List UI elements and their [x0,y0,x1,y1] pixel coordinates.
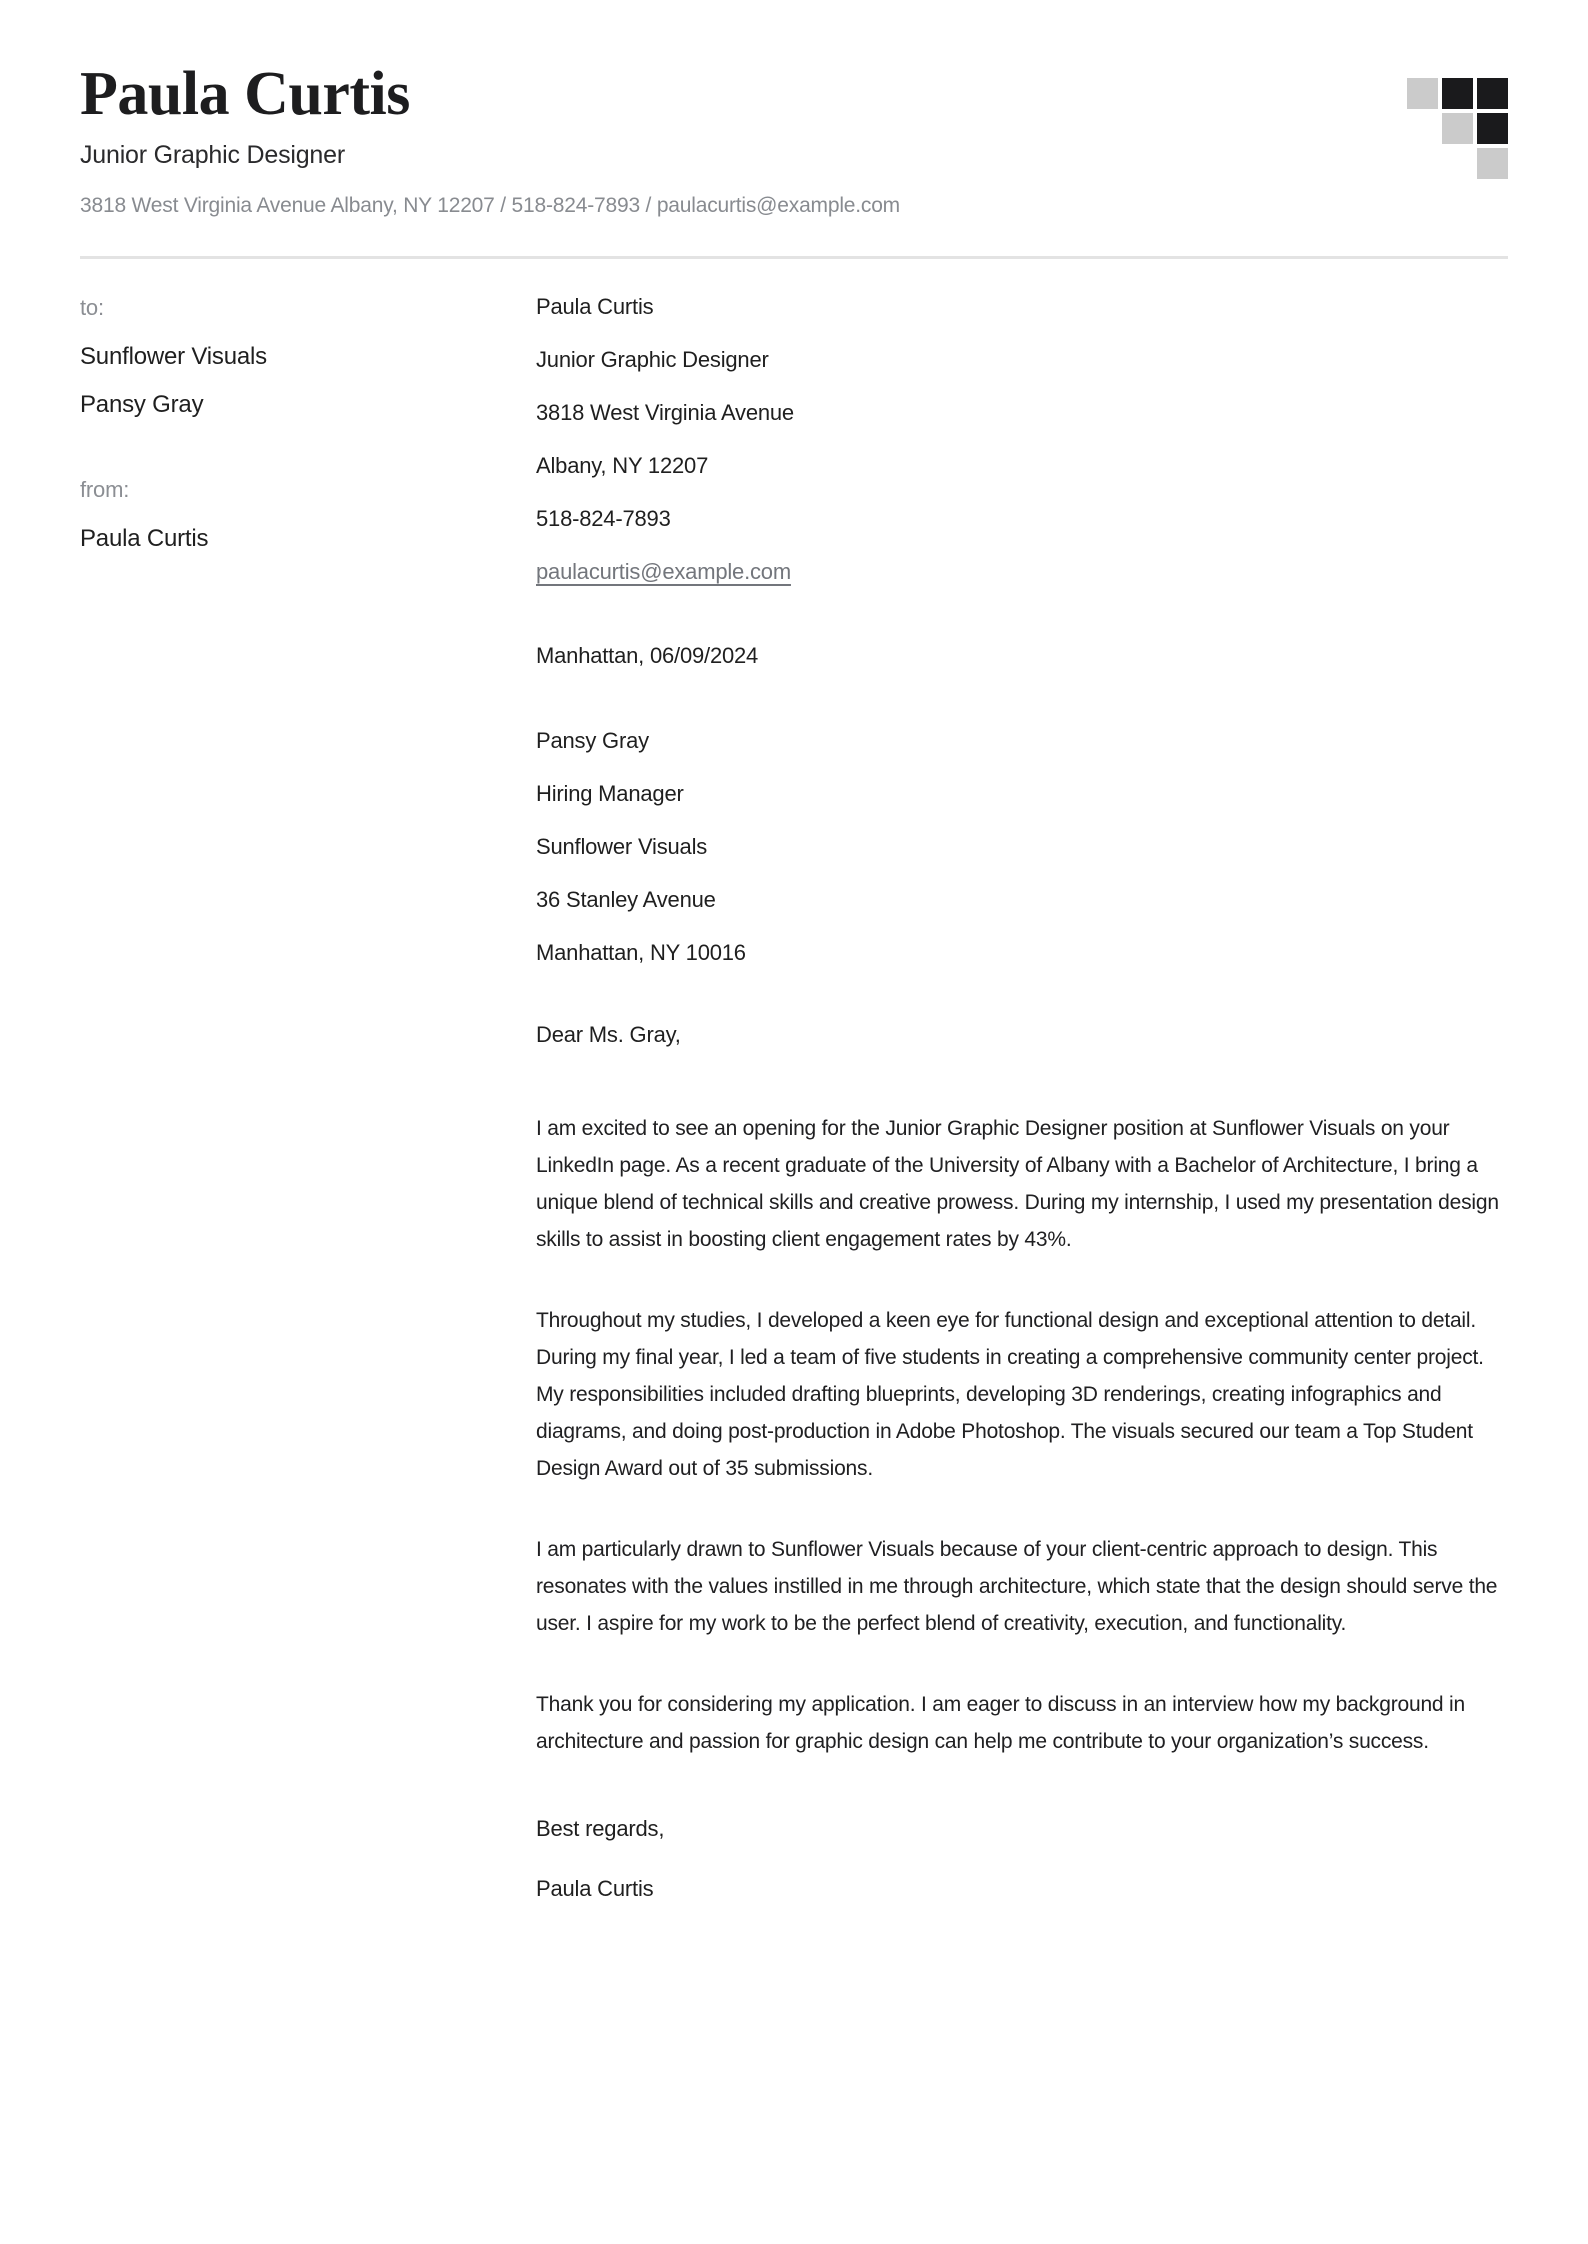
candidate-contact-line: 3818 West Virginia Avenue Albany, NY 12207 / 518-824-7893 / paulacurtis@example.com [80,194,900,218]
header-divider [80,256,1508,259]
closing: Best regards, [536,1816,665,1842]
sender-phone: 518-824-7893 [536,506,671,532]
recipient-city: Manhattan, NY 10016 [536,940,746,966]
squares-logo [1407,78,1508,179]
logo-square-dark [1442,78,1473,109]
letter-body [536,295,1508,1902]
to-company: Sunflower Visuals [80,343,267,371]
to-label: to: [80,295,104,321]
from-person: Paula Curtis [80,525,209,553]
logo-square-dark [1477,78,1508,109]
logo-square-none [1407,113,1438,144]
from-label: from: [80,477,130,503]
paragraph-1: I am excited to see an opening for the Junior Graphic Designer position at Sunflower Visuals on your LinkedIn page. As a recent graduate of the University of Albany with a Bachelor of Architecture, I bring a unique blend of technical skills and creative prowess. During my internship, I used my presentation design skills to assist in boosting client engagement rates by 43%. [536,1117,1499,1252]
paragraph-4: Thank you for considering my application. I am eager to discuss in an interview how my background in architecture and passion for graphic design can help me contribute to your organization’s success. [536,1693,1465,1754]
letter-content [0,295,1588,1902]
sender-name: Paula Curtis [536,294,654,320]
sender-city: Albany, NY 12207 [536,453,709,479]
candidate-name: Paula Curtis [80,60,410,128]
sender-street: 3818 West Virginia Avenue [536,400,794,426]
signature: Paula Curtis [536,1876,654,1902]
paragraph-2: Throughout my studies, I developed a keen eye for functional design and exceptional attention to detail. During my final year, I led a team of five students in creating a comprehensive community center project. My responsibilities included drafting blueprints, developing 3D renderings, creating infographics and diagrams, and doing post-production in Adobe Photoshop. The visuals secured our team a Top Student Design Award out of 35 submissions. [536,1309,1484,1481]
logo-square-none [1442,148,1473,179]
salutation: Dear Ms. Gray, [536,1022,681,1048]
recipient-name: Pansy Gray [536,728,649,754]
logo-square-light [1442,113,1473,144]
header-identity [80,60,1407,218]
logo-square-light [1407,78,1438,109]
recipient-company: Sunflower Visuals [536,834,708,860]
date-line: Manhattan, 06/09/2024 [536,643,759,669]
paragraph-3: I am particularly drawn to Sunflower Visuals because of your client-centric approach to design. This resonates with the values instilled in me through architecture, which state that the design should serve the user. I aspire for my work to be the perfect blend of creativity, execution, and functionality. [536,1538,1498,1636]
sender-email-link[interactable]: paulacurtis@example.com [536,559,791,585]
logo-square-light [1477,148,1508,179]
recipient-street: 36 Stanley Avenue [536,887,716,913]
address-sidebar [80,295,536,573]
logo-square-none [1407,148,1438,179]
header [0,0,1588,218]
candidate-job-title: Junior Graphic Designer [80,141,345,170]
recipient-title: Hiring Manager [536,781,684,807]
sender-email-line [536,560,1508,583]
to-person: Pansy Gray [80,391,204,419]
sender-title: Junior Graphic Designer [536,347,769,373]
logo-square-dark [1477,113,1508,144]
